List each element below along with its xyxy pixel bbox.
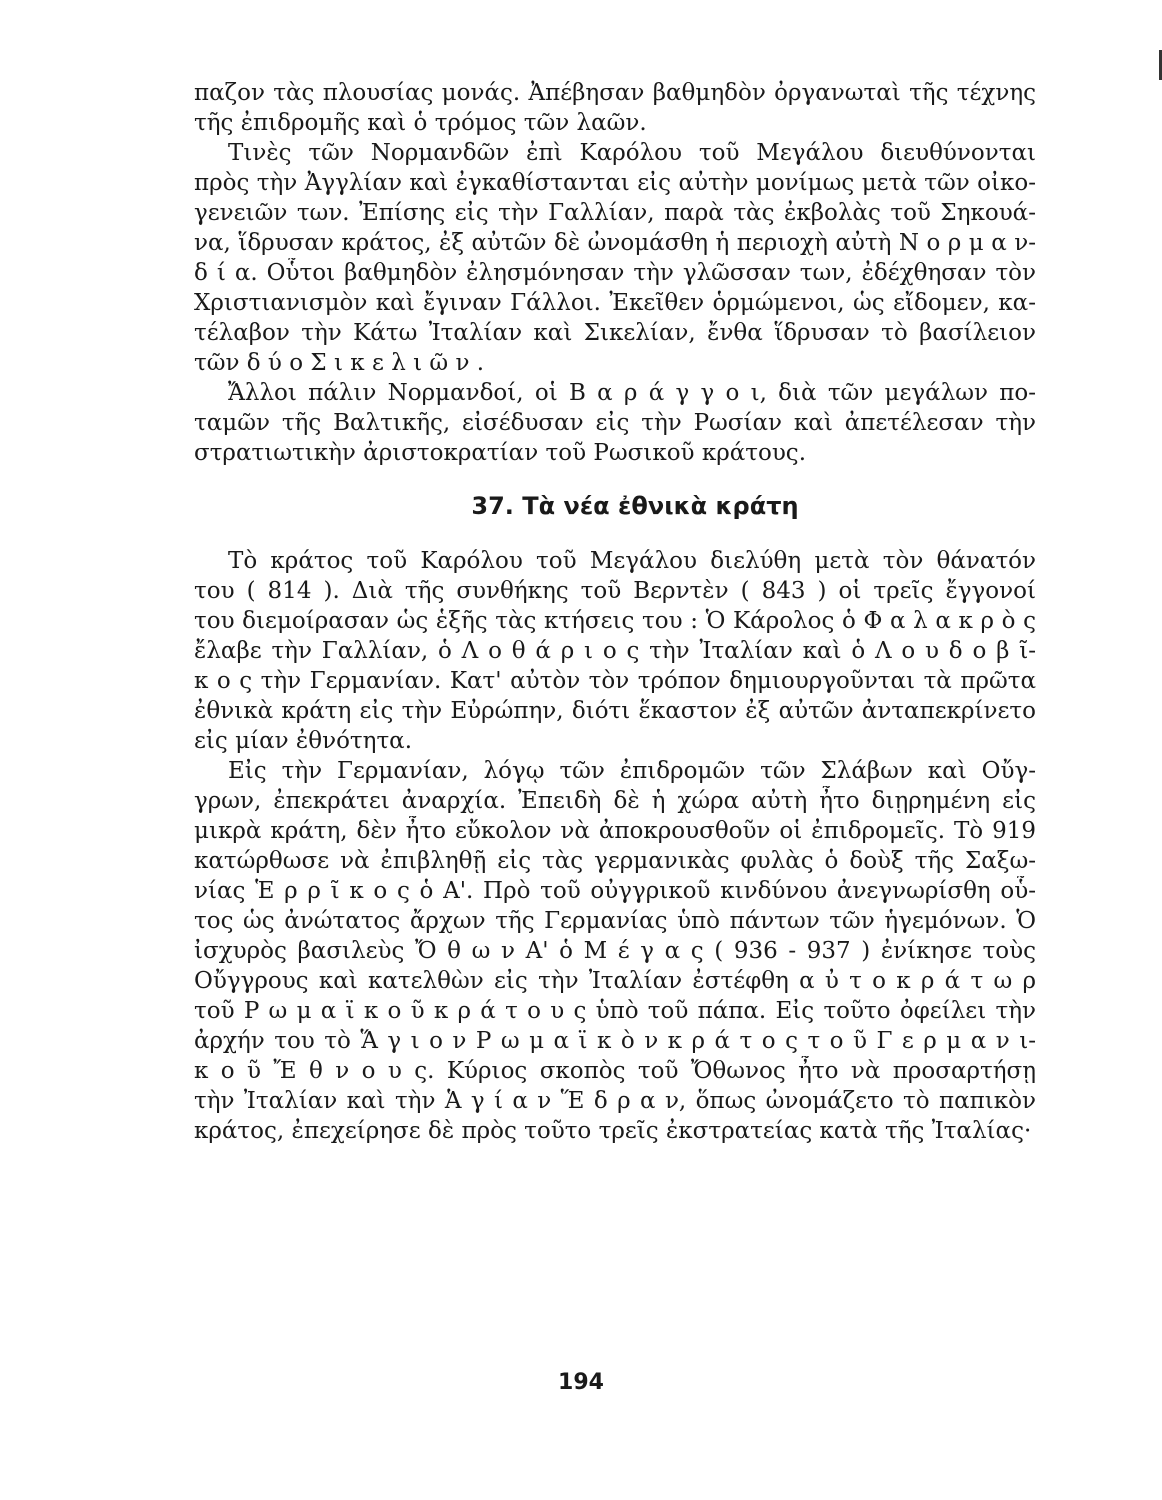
text-line: κ ο ῦ Ἔ θ ν ο υ ς. Κύριος σκοπὸς τοῦ Ὄθωνος ἦτο νὰ προσαρτήσῃ	[194, 1058, 1036, 1084]
text-line: Χριστιανισμὸν καὶ ἔγιναν Γάλλοι. Ἐκεῖθεν ὁρμώμενοι, ὡς εἴδομεν, κα-	[194, 290, 1036, 316]
text-line: κράτος, ἐπεχείρησε δὲ πρὸς τοῦτο τρεῖς ἐκστρατείας κατὰ τῆς Ἰταλίας·	[194, 1118, 1032, 1144]
text-line: δ ί α. Οὗτοι βαθμηδὸν ἐλησμόνησαν τὴν γλῶσσαν των, ἐδέχθησαν τὸν	[194, 260, 1036, 286]
text-line: κ ο ς τὴν Γερμανίαν. Κατ' αὐτὸν τὸν τρόπον δημιουργοῦνται τὰ πρῶτα	[194, 668, 1036, 694]
text-block-section	[194, 546, 1036, 1146]
text-line: του διεμοίρασαν ὡς ἑξῆς τὰς κτήσεις του : Ὁ Κάρολος ὁ Φ α λ α κ ρ ὸ ς	[194, 608, 1036, 634]
text-line: παζον τὰς πλουσίας μονάς. Ἀπέβησαν βαθμηδὸν ὀργανωταὶ τῆς τέχνης	[194, 80, 1036, 106]
text-line: Τὸ κράτος τοῦ Καρόλου τοῦ Μεγάλου διελύθη μετὰ τὸν θάνατόν	[228, 548, 1036, 574]
text-line: του ( 814 ). Διὰ τῆς συνθήκης τοῦ Βερντὲν ( 843 ) οἱ τρεῖς ἔγγονοί	[194, 578, 1036, 604]
text-block-intro	[194, 78, 1036, 468]
paragraph	[194, 378, 1036, 468]
text-line: να, ἵδρυσαν κράτος, ἐξ αὐτῶν δὲ ὠνομάσθη ἡ περιοχὴ αὐτὴ Ν ο ρ μ α ν-	[194, 230, 1036, 256]
text-line: τῶν δ ύ ο Σ ι κ ε λ ι ῶ ν .	[194, 350, 485, 376]
text-line: μικρὰ κράτη, δὲν ἦτο εὔκολον νὰ ἀποκρουσθοῦν οἱ ἐπιδρομεῖς. Τὸ 919	[194, 818, 1036, 844]
text-line: ἰσχυρὸς βασιλεὺς Ὄ θ ω ν Α' ὁ Μ έ γ α ς ( 936 - 937 ) ἐνίκησε τοὺς	[194, 938, 1036, 964]
text-line: ταμῶν τῆς Βαλτικῆς, εἰσέδυσαν εἰς τὴν Ρωσίαν καὶ ἀπετέλεσαν τὴν	[194, 410, 1036, 436]
text-line: κατώρθωσε νὰ ἐπιβληθῇ εἰς τὰς γερμανικὰς φυλὰς ὁ δοὺξ τῆς Σαξω-	[194, 848, 1036, 874]
section-heading: 37. Τὰ νέα ἐθνικὰ κράτη	[471, 492, 799, 520]
text-line: τέλαβον τὴν Κάτω Ἰταλίαν καὶ Σικελίαν, ἔνθα ἵδρυσαν τὸ βασίλειον	[194, 320, 1036, 346]
text-line: γρων, ἐπεκράτει ἀναρχία. Ἐπειδὴ δὲ ἡ χώρα αὐτὴ ἦτο διῃρημένη εἰς	[194, 788, 1036, 814]
text-line: ἐθνικὰ κράτη εἰς τὴν Εὐρώπην, διότι ἕκαστον ἐξ αὐτῶν ἀνταπεκρίνετο	[194, 698, 1036, 724]
text-line: πρὸς τὴν Ἀγγλίαν καὶ ἐγκαθίστανται εἰς αὐτὴν μονίμως μετὰ τῶν οἰκο-	[194, 170, 1036, 196]
text-line: Οὔγγρους καὶ κατελθὼν εἰς τὴν Ἰταλίαν ἐστέφθη α ὐ τ ο κ ρ ά τ ω ρ	[194, 968, 1036, 994]
paragraph	[194, 78, 1036, 138]
text-line: Ἄλλοι πάλιν Νορμανδοί, οἱ Β α ρ ά γ γ ο ι, διὰ τῶν μεγάλων πο-	[228, 380, 1036, 406]
text-line: στρατιωτικὴν ἀριστοκρατίαν τοῦ Ρωσικοῦ κράτους.	[194, 440, 807, 466]
text-line: Εἰς τὴν Γερμανίαν, λόγῳ τῶν ἐπιδρομῶν τῶν Σλάβων καὶ Οὔγ-	[228, 758, 1036, 784]
text-line: ἔλαβε τὴν Γαλλίαν, ὁ Λ ο θ ά ρ ι ο ς τὴν Ἰταλίαν καὶ ὁ Λ ο υ δ ο β ῖ-	[194, 638, 1036, 664]
text-line: εἰς μίαν ἐθνότητα.	[194, 728, 413, 754]
text-line: Τινὲς τῶν Νορμανδῶν ἐπὶ Καρόλου τοῦ Μεγάλου διευθύνονται	[228, 140, 1036, 166]
text-line: τὴν Ἰταλίαν καὶ τὴν Ἁ γ ί α ν Ἕ δ ρ α ν, ὅπως ὠνομάζετο τὸ παπικὸν	[194, 1088, 1036, 1114]
text-line: τῆς ἐπιδρομῆς καὶ ὁ τρόμος τῶν λαῶν.	[194, 110, 647, 136]
page-number: 194	[558, 1370, 604, 1395]
text-line: γενειῶν των. Ἐπίσης εἰς τὴν Γαλλίαν, παρὰ τὰς ἐκβολὰς τοῦ Σηκουά-	[194, 200, 1036, 226]
text-line: ἀρχήν του τὸ Ἅ γ ι ο ν Ρ ω μ α ϊ κ ὸ ν κ ρ ά τ ο ς τ ο ῦ Γ ε ρ μ α ν ι-	[194, 1028, 1036, 1054]
paragraph	[194, 756, 1036, 1146]
text-line: τος ὡς ἀνώτατος ἄρχων τῆς Γερμανίας ὑπὸ πάντων τῶν ἡγεμόνων. Ὁ	[194, 908, 1036, 934]
page-body	[194, 78, 1036, 1146]
text-line: νίας Ἑ ρ ρ ῖ κ ο ς ὁ Α'. Πρὸ τοῦ οὐγγρικοῦ κινδύνου ἀνεγνωρίσθη οὗ-	[194, 878, 1036, 904]
paragraph	[194, 138, 1036, 378]
paragraph	[194, 546, 1036, 756]
text-line: τοῦ Ρ ω μ α ϊ κ ο ῦ κ ρ ά τ ο υ ς ὑπὸ τοῦ πάπα. Εἰς τοῦτο ὀφείλει τὴν	[194, 998, 1036, 1024]
